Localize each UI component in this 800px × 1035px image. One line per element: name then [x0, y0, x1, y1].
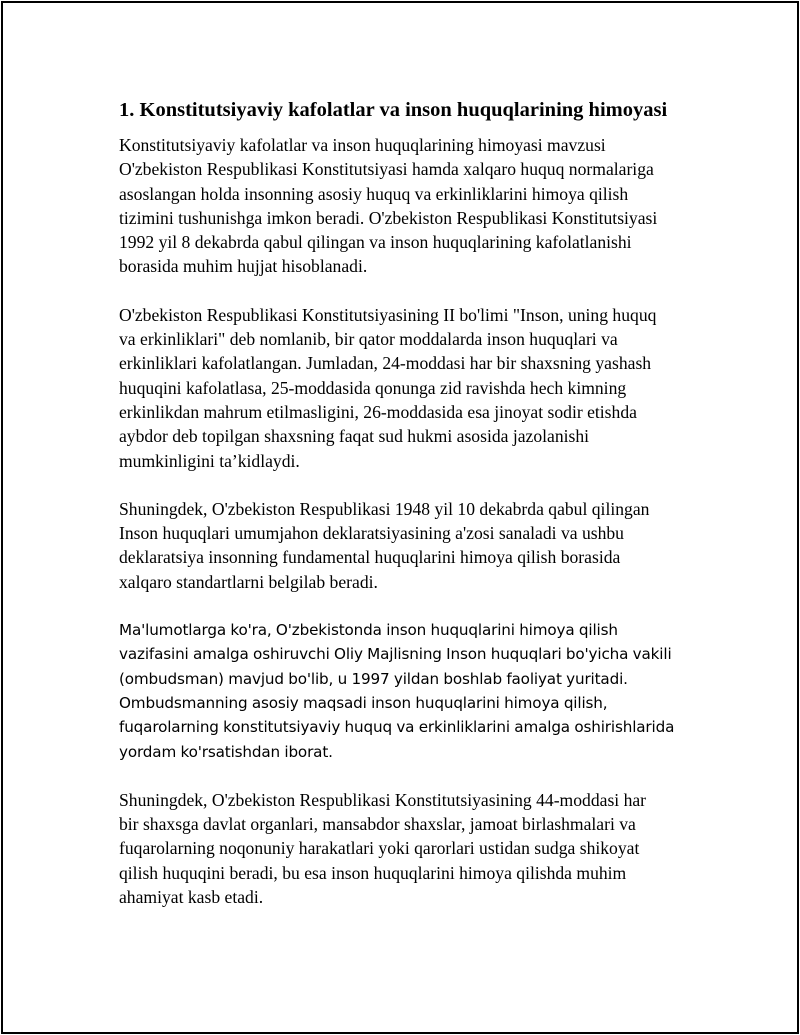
paragraph-1	[119, 133, 695, 279]
paragraph-line: xalqaro standartlarni belgilab beradi.	[119, 571, 378, 592]
paragraph-line: erkinlikdan mahrum etilmasligini, 26-moddasida esa jinoyat sodir etishda	[119, 401, 637, 422]
paragraph-line: deklaratsiya insonning fundamental huquqlarini himoya qilish borasida	[119, 547, 621, 568]
paragraph-line: Inson huquqlari umumjahon deklaratsiyasining a'zosi sanaladi va ushbu	[119, 523, 624, 544]
paragraph-line: Shuningdek, O'zbekiston Respublikasi Konstitutsiyasining 44-moddasi har	[119, 789, 647, 810]
paragraph-line: Shuningdek, O'zbekiston Respublikasi 1948 yil 10 dekabrda qabul qilingan	[119, 498, 650, 519]
paragraph-line: va erkinliklari" deb nomlanib, bir qator moddalarda inson huquqlari va	[119, 329, 618, 350]
paragraph-line: huquqini kafolatlasa, 25-moddasida qonunga zid ravishda hech kimning	[119, 377, 627, 398]
document-body	[119, 96, 695, 933]
paragraph-line: mumkinligini ta’kidlaydi.	[119, 450, 300, 471]
paragraph-5	[119, 788, 695, 909]
document-title: 1. Konstitutsiyaviy kafolatlar va inson huquqlarining himoyasi	[119, 99, 668, 121]
paragraph-line: borasida muhim hujjat hisoblanadi.	[119, 256, 368, 277]
paragraph-line: O'zbekiston Respublikasi Konstitutsiyasi hamda xalqaro huquq normalariga	[119, 159, 654, 180]
paragraph-line: asoslangan holda insonning asosiy huquq va erkinliklarini himoya qilish	[119, 183, 629, 204]
paragraph-line: qilish huquqini beradi, bu esa inson huquqlarini himoya qilishda muhim	[119, 862, 627, 883]
paragraph-line: Konstitutsiyaviy kafolatlar va inson huquqlarining himoyasi mavzusi	[119, 135, 606, 155]
paragraph-line: O'zbekiston Respublikasi Konstitutsiyasining II bo'limi "Inson, uning huquq	[119, 304, 657, 325]
paragraph-line: 1992 yil 8 dekabrda qabul qilingan va inson huquqlarining kafolatlanishi	[119, 232, 632, 253]
paragraph-line: bir shaxsga davlat organlari, mansabdor shaxslar, jamoat birlashmalari va	[119, 814, 636, 835]
paragraph-line: erkinliklari kafolatlangan. Jumladan, 24-moddasi har bir shaxsning yashash	[119, 353, 652, 374]
paragraph-line: Ma'lumotlarga ko'ra, O'zbekistonda inson huquqlarini himoya qilish	[119, 621, 618, 640]
paragraph-line: fuqarolarning konstitutsiyaviy huquq va erkinliklarini amalga oshirishlarida	[119, 718, 675, 737]
paragraph-line: fuqarolarning noqonuniy harakatlari yoki qarorlari ustidan sudga shikoyat	[119, 838, 640, 859]
paragraph-line: vazifasini amalga oshiruvchi Oliy Majlisning Inson huquqlari bo'yicha vakili	[119, 645, 672, 664]
paragraph-line: ahamiyat kasb etadi.	[119, 887, 264, 908]
paragraph-4	[119, 618, 695, 764]
paragraph-line: yordam ko'rsatishdan iborat.	[119, 742, 333, 761]
paragraph-line: aybdor deb topilgan shaxsning faqat sud hukmi asosida jazolanishi	[119, 426, 590, 447]
paragraph-2	[119, 303, 695, 473]
paragraph-3	[119, 497, 695, 594]
paragraph-line: tizimini tushunishga imkon beradi. O'zbekiston Respublikasi Konstitutsiyasi	[119, 207, 658, 228]
document-page	[1, 1, 799, 1034]
paragraph-line: Ombudsmanning asosiy maqsadi inson huquqlarini himoya qilish,	[119, 693, 608, 712]
paragraph-line: (ombudsman) mavjud bo'lib, u 1997 yildan boshlab faoliyat yuritadi.	[119, 669, 628, 688]
